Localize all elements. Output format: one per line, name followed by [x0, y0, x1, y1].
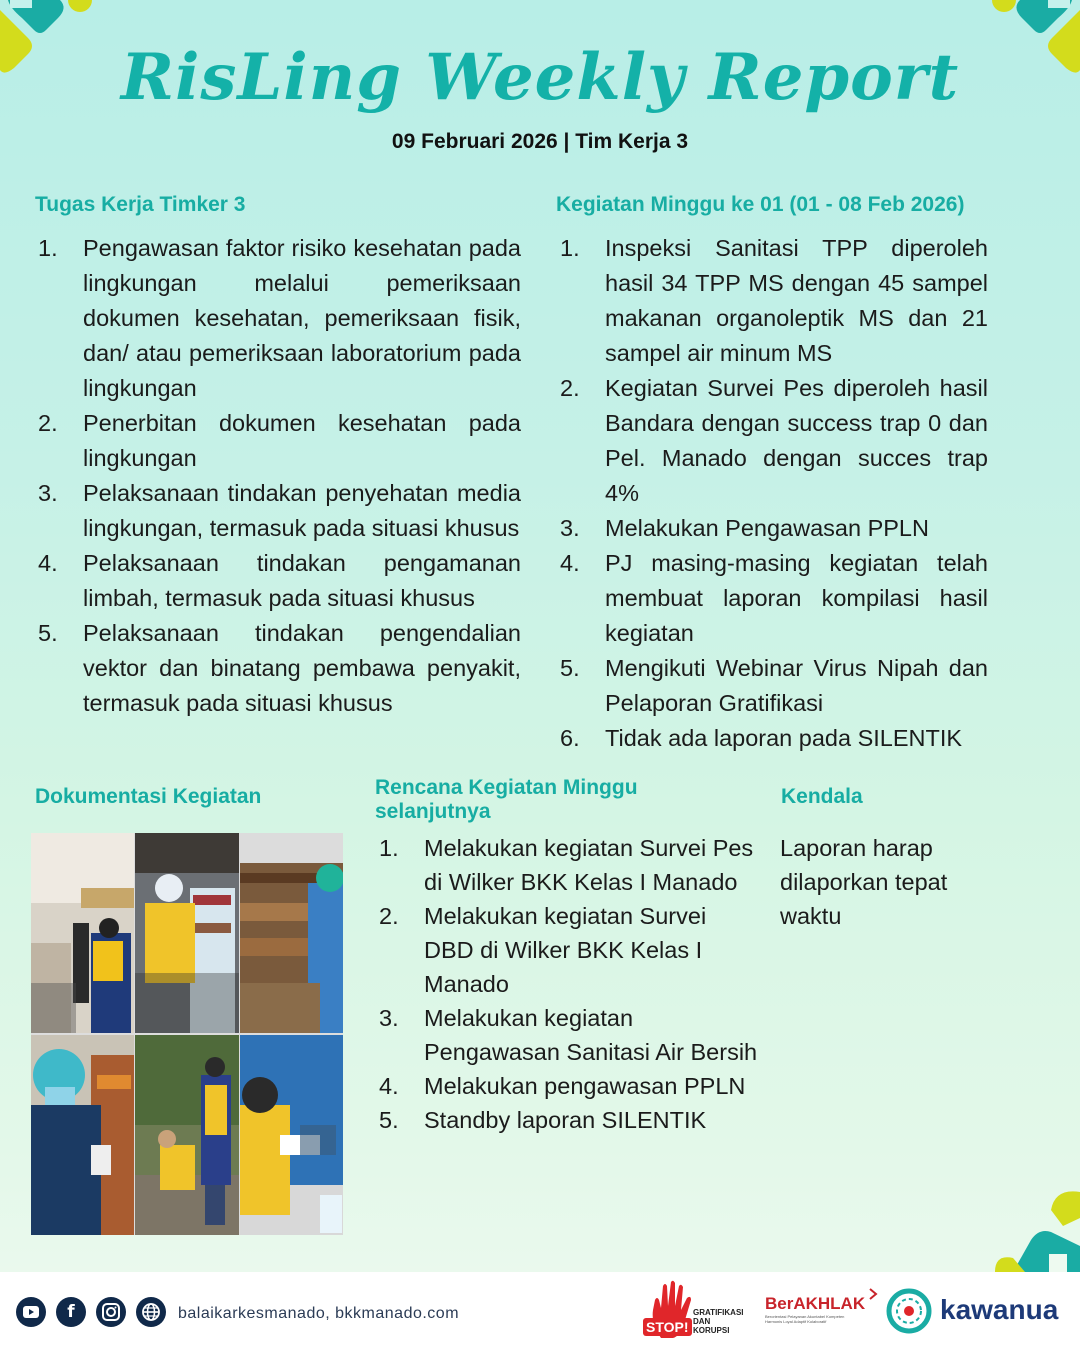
photo-collage [31, 833, 343, 1235]
list-item: 2. Melakukan kegiatan Survei DBD di Wilker BKK Kelas I Manado [379, 903, 707, 997]
list-item: 5. Mengikuti Webinar Virus Nipah dan Pelaporan Gratifikasi [560, 655, 988, 716]
dokumentasi-heading: Dokumentasi Kegiatan [35, 785, 262, 808]
berakhlak-tagline1: Berorientasi Pelayanan Akuntabel Kompeten [765, 1314, 845, 1319]
list-item: 5. Pelaksanaan tindakan pengendalian vektor dan binatang pembawa penyakit, termasuk pada situasi khusus [38, 620, 521, 716]
youtube-icon[interactable] [16, 1297, 46, 1327]
stop-line2: DAN [693, 1317, 711, 1326]
list-item: 3. Melakukan kegiatan Pengawasan Sanitasi Air Bersih [379, 1005, 758, 1065]
list-item: 3. Melakukan Pengawasan PPLN [560, 515, 929, 541]
kegiatan-heading: Kegiatan Minggu ke 01 (01 - 08 Feb 2026) [556, 193, 965, 216]
list-item: 4. Melakukan pengawasan PPLN [379, 1073, 746, 1099]
photo-inspection-fridge[interactable] [135, 833, 238, 1034]
photo-pest-survey-bushes[interactable] [135, 1035, 238, 1236]
list-item: 2. Penerbitan dokumen kesehatan pada lingkungan [38, 410, 521, 471]
contact-text[interactable]: balaikarkesmanado, bkkmanado.com [178, 1305, 460, 1322]
report-title: RisLing Weekly Report [120, 40, 960, 115]
kawanua-logo [886, 1288, 1066, 1336]
rencana-list [379, 831, 761, 1137]
photo-inspection-bakery[interactable] [240, 833, 343, 1034]
kendala-text: Laporan harap dilaporkan tepat waktu [780, 835, 948, 929]
tugas-list [38, 231, 521, 721]
kawanua-text: kawanua [940, 1294, 1059, 1325]
chevron-right-icon [868, 1288, 878, 1300]
list-item: 1. Melakukan kegiatan Survei Pes di Wilker BKK Kelas I Manado [379, 835, 754, 895]
list-item: 4. PJ masing-masing kegiatan telah membuat laporan kompilasi hasil kegiatan [560, 550, 988, 646]
corner-ornament-bottom-right [985, 1188, 1080, 1272]
berakhlak-text: BerAKHLAK [765, 1294, 866, 1313]
stop-text: STOP! [643, 1318, 692, 1336]
list-item: 1. Inspeksi Sanitasi TPP diperoleh hasil 34 TPP MS dengan 45 sampel makanan organoleptik MS dan 21 sampel air minum MS [560, 235, 988, 366]
rencana-heading: Rencana Kegiatan Minggu selanjutnya [375, 776, 638, 823]
kendala-heading: Kendala [781, 785, 863, 808]
list-item: 3. Pelaksanaan tindakan penyehatan media lingkungan, termasuk pada situasi khusus [38, 480, 521, 541]
berakhlak-logo [765, 1294, 877, 1340]
globe-icon[interactable] [136, 1297, 166, 1327]
facebook-icon[interactable]: f [56, 1297, 86, 1327]
photo-inspection-food-stall[interactable] [31, 1035, 134, 1236]
footer [0, 1272, 1080, 1350]
photo-inspection-cafe[interactable] [31, 833, 134, 1034]
report-subtitle: 09 Februari 2026 | Tim Kerja 3 [391, 130, 689, 153]
list-item: 2. Kegiatan Survei Pes diperoleh hasil Bandara dengan success trap 0 dan Pel. Manado dengan succes trap 4% [560, 375, 988, 506]
kegiatan-list [560, 231, 988, 756]
photo-pest-trap-check[interactable] [240, 1035, 343, 1236]
list-item: 4. Pelaksanaan tindakan pengamanan limbah, termasuk pada situasi khusus [38, 550, 521, 611]
stop-line1: GRATIFIKASI [693, 1308, 744, 1317]
list-item: 1. Pengawasan faktor risiko kesehatan pada lingkungan melalui pemeriksaan dokumen kesehatan, pemeriksaan fisik, dan/ atau pemeriksaan laboratorium pada lingkungan [38, 235, 521, 401]
kawanua-emblem-icon [886, 1288, 932, 1334]
list-item: 5. Standby laporan SILENTIK [379, 1107, 707, 1133]
instagram-icon[interactable] [96, 1297, 126, 1327]
stop-line3: KORUPSI [693, 1326, 730, 1335]
stop-gratifikasi-logo [643, 1280, 743, 1342]
tugas-heading: Tugas Kerja Timker 3 [35, 193, 246, 216]
list-item: 6. Tidak ada laporan pada SILENTIK [560, 725, 963, 751]
berakhlak-tagline2: Harmonis Loyal Adaptif Kolaboratif [765, 1319, 827, 1324]
